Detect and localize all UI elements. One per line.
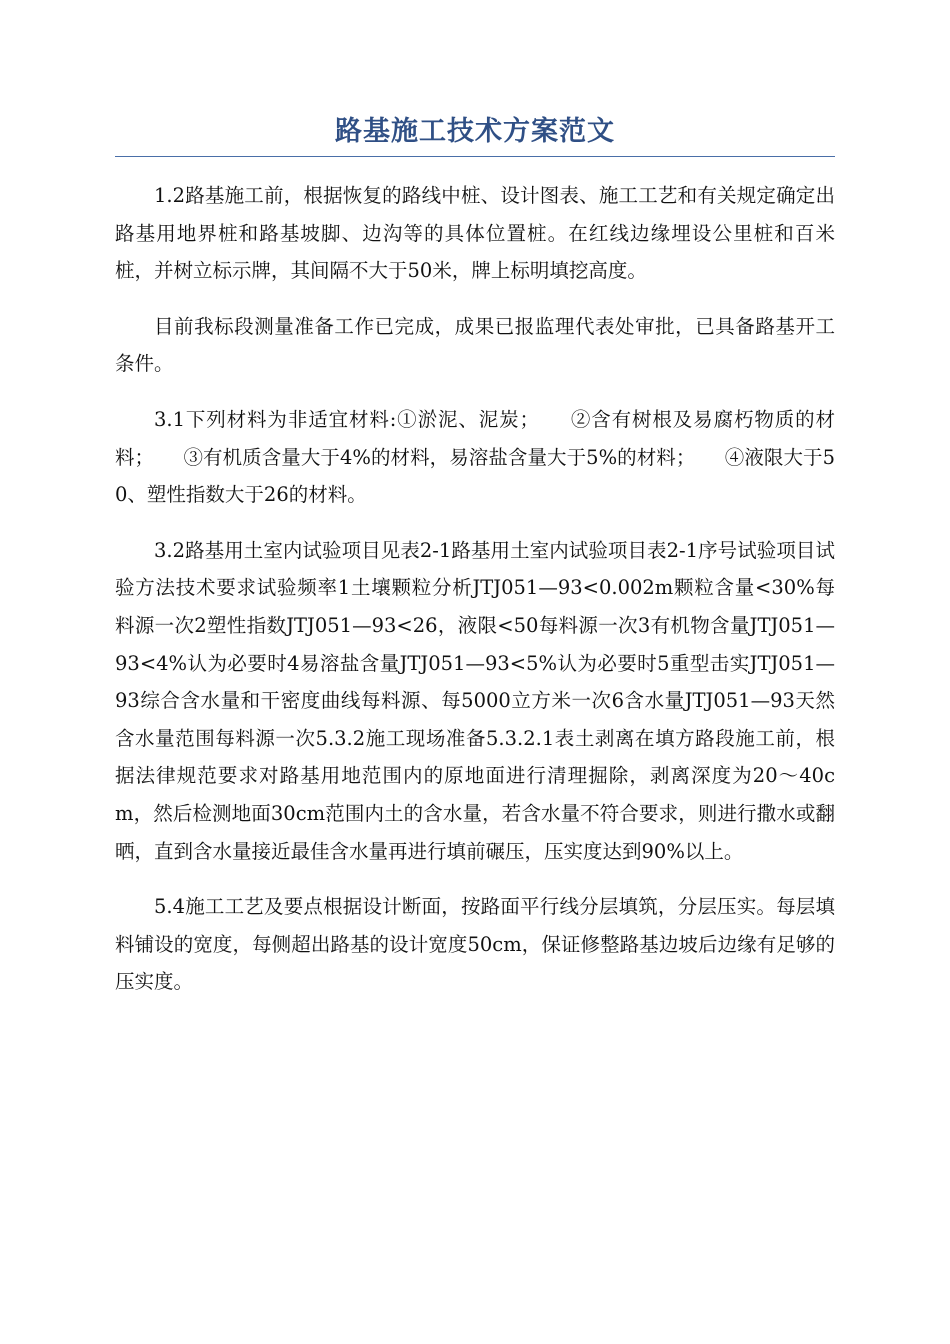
paragraph-3: 3.1下列材料为非适宜材料:①淤泥、泥炭； ②含有树根及易腐朽物质的材料； ③有机质含量大于4%的材料，易溶盐含量大于5%的材料； ④液限大于50、塑性指数大于26的材料。 <box>115 407 835 507</box>
document-title: 路基施工技术方案范文 <box>335 116 615 147</box>
paragraph-4: 3.2路基用土室内试验项目见表2-1路基用土室内试验项目表2-1序号试验项目试验方法技术要求试验频率1土壤颗粒分析JTJ051—93<0.002m颗粒含量<30%每料源一次2塑性指数JTJ051—93<26，液限<50每料源一次3有机物含量JTJ051—93<4%认为必要时4易溶盐含量JTJ051—93<5%认为必要时5重型击实JTJ051—93综合含水量和干密度曲线每料源、每5000立方米一次6含水量JTJ051—93天然含水量范围每料源一次5.3.2施工现场准备5.3.2.1表土剥离在填方路段施工前，根据法律规范要求对路基用地范围内的原地面进行清理掘除，剥离深度为20～40cm，然后检测地面30cm范围内土的含水量，若含水量不符合要求，则进行撒水或翻晒，直到含水量接近最佳含水量再进行填前碾压，压实度达到90%以上。 <box>115 538 835 863</box>
document-page <box>115 112 835 1019</box>
paragraph-2: 目前我标段测量准备工作已完成，成果已报监理代表处审批，已具备路基开工条件。 <box>115 314 835 376</box>
title-underline <box>115 156 835 157</box>
paragraph-5: 5.4施工工艺及要点根据设计断面，按路面平行线分层填筑，分层压实。每层填料铺设的宽度，每侧超出路基的设计宽度50cm，保证修整路基边坡后边缘有足够的压实度。 <box>115 895 835 994</box>
paragraph-1: 1.2路基施工前，根据恢复的路线中桩、设计图表、施工工艺和有关规定确定出路基用地界桩和路基坡脚、边沟等的具体位置桩。在红线边缘埋设公里桩和百米桩，并树立标示牌，其间隔不大于50米，牌上标明填挖高度。 <box>115 184 835 283</box>
